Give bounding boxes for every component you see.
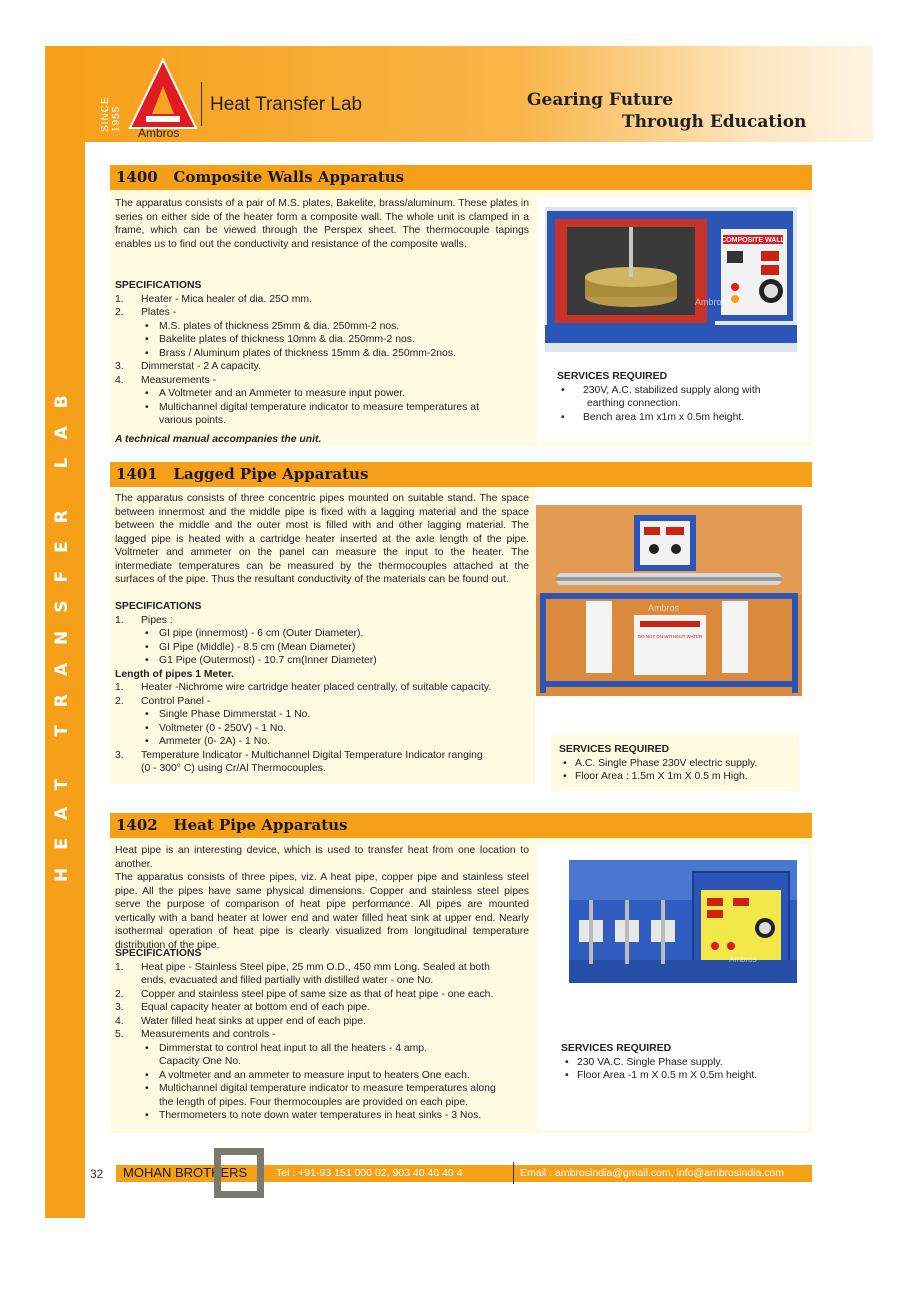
since-label: SINCE 1955 [100,96,122,132]
company-logo-mark-icon [214,1148,264,1198]
spec-bullet: • A voltmeter and an ammeter to measure input to heaters One each. [115,1069,535,1083]
service-bullet: • 230V, A.C. stabilized supply along with [557,384,797,398]
section-1401-description: The apparatus consists of three concentric pipes mounted on suitable stand. The space between innermost and the middle pipe is fixed with a lagging material and the space between the middle and the outer most is filled with and other lagging material. The lagged pipe is heated with a cartridge heater inserted at the axle length of the pipe. Voltmeter and ammeter on the panel can measure the input to the heater. The intermediate temperatures can be measured by the thermocouples attached at the surfaces of the pipe. Thus the resultant conductivity of the materials can be found out. [115,493,529,585]
spec-item: 4. Measurements - [115,374,217,386]
service-bullet: • Floor Area -1 m X 0.5 m X 0.5m height. [561,1069,801,1083]
spec-bullet: • Voltmeter (0 - 250V) - 1 No. [115,722,535,736]
spec-item: 3. Temperature Indicator - Multichannel Digital Temperature Indicator ranging [115,749,483,761]
spec-bullet: • G1 Pipe (Outermost) - 10.7 cm(Inner Diameter) [115,654,535,668]
spec-bullet-cont: Capacity One No. [159,1056,242,1067]
services-title: SERVICES REQUIRED [557,371,668,382]
service-bullet: • 230 VA.C. Single Phase supply. [561,1056,801,1070]
heat-pipe-photo [569,860,797,983]
pipe-length-note: Length of pipes 1 Meter. [115,668,234,680]
section-number: 1402 [116,816,158,834]
spec-item: 2. Copper and stainless steel pipe of same size as that of heat pipe - one each. [115,988,494,1000]
services-title: SERVICES REQUIRED [559,744,670,755]
section-1401-services [559,743,799,784]
spec-bullet: • Bakelite plates of thickness 10mm & dia. 250mm-2 nos. [115,333,535,347]
section-title: Heat Pipe Apparatus [173,816,348,834]
specs-title: SPECIFICATIONS [115,601,202,612]
service-bullet: • Floor Area : 1.5m X 1m X 0.5 m High. [559,770,799,784]
spec-bullet: • Single Phase Dimmerstat - 1 No. [115,708,535,722]
spec-item-cont: (0 - 300° C) using Cr/Al Thermocouples. [141,763,326,774]
composite-wall-photo [545,207,797,352]
spec-bullet-cont: the length of pipes. Four thermocouples are provided on each pipe. [159,1096,469,1108]
footer-divider [513,1162,514,1184]
section-1401-heading [110,462,812,487]
spec-item: 4. Water filled heat sinks at upper end of each pipe. [115,1015,366,1027]
service-bullet: • Bench area 1m x1m x 0.5m height. [557,411,797,425]
spec-bullet: • GI Pipe (Middle) - 8.5 cm (Mean Diameter) [115,641,535,655]
spec-bullet: • A Voltmeter and an Ammeter to measure input power. [115,387,535,401]
spec-bullet: • Multichannel digital temperature indicator to measure temperatures along [115,1082,535,1096]
service-bullet-cont: earthing connection. [587,398,681,409]
section-1400-heading [110,165,812,190]
specs-title: SPECIFICATIONS [115,948,202,959]
spec-item: 3. Equal capacity heater at bottom end of each pipe. [115,1002,370,1013]
section-title: Lagged Pipe Apparatus [173,465,369,483]
services-title: SERVICES REQUIRED [561,1043,672,1054]
vertical-section-title: HEAT TRANSFER LAB [52,377,72,883]
photo-watermark: Ambros [695,297,727,307]
header-divider [201,82,202,126]
spec-bullet: • Ammeter (0- 2A) - 1 No. [115,735,535,749]
spec-bullet: • Multichannel digital temperature indicator to measure temperatures at [115,401,529,415]
spec-bullet: • M.S. plates of thickness 25mm & dia. 250mm-2 nos. [115,320,535,334]
spec-item-cont: ends, evacuated and filled partially with distilled water - one No. [141,975,434,986]
section-1400-description: The apparatus consists of a pair of M.S. plates, Bakelite, brass/aluminum. These plates in series on either side of the heater form a composite wall. The whole unit is clamped in a frame, which can be viewed through the Perspex sheet. The thermocouple tapings enables us to find out the conductivity and resistance of the composite walls. [115,198,529,250]
composite-wall-label: COMPOSITE WALL [721,237,785,244]
section-1402-services [561,1042,801,1083]
section-number: 1401 [116,465,158,483]
footer-company: MOHAN BROTHERS [123,1165,248,1180]
spec-bullet-cont: various points. [159,415,226,426]
section-1402-description [115,844,529,952]
brand-name: Ambros [138,126,180,140]
spec-bullet: • Dimmerstat to control heat input to all the heaters - 4 amp. [115,1042,535,1056]
footer-email: Email : ambrosindia@gmail.com, info@ambrosindia.com [520,1167,785,1179]
spec-bullet: • Brass / Aluminum plates of thickness 15mm & dia. 250mm-2nos. [115,347,535,361]
description-para-1: Heat pipe is an interesting device, which is used to transfer heat from one location to another. [115,845,529,870]
footer-telephone: Tel : +91-93 151 000 02, 903 40 40 40 4 [276,1167,463,1179]
spec-bullet: • Thermometers to note down water temperatures in heat sinks - 3 Nos. [115,1109,535,1123]
slogan-line-2: Through Education [622,112,807,132]
spec-item: 2. Control Panel - [115,695,211,707]
lab-title: Heat Transfer Lab [210,94,363,115]
service-bullet: • A.C. Single Phase 230V electric supply. [559,757,799,771]
description-para-2: The apparatus consists of three pipes, viz. A heat pipe, copper pipe and stainless steel pipe. All the pipes have same physical dimensions. Copper and stainless steel pipes serve the purpose of comparison of heat pipe performance. All pipes are mounted vertically with a band heater at lower end and water filled heat sink at upper end. Nearly isothermal operation of heat pipe is clearly visualized from longitudinal temperature distribution of the pipe. [115,872,529,951]
spec-item: 3. Dimmerstat - 2 A capacity. [115,361,261,372]
water-warning-label: DO NOT ON WITHOUT WATER [637,634,703,639]
spec-item: 1. Heater -Nichrome wire cartridge heater placed centrally, of suitable capacity. [115,682,492,693]
spec-item: 1. Heater - Mica healer of dia. 25O mm. [115,293,312,305]
section-title: Composite Walls Apparatus [173,168,405,186]
lagged-pipe-photo [536,505,802,696]
section-1402-heading [110,813,812,838]
technical-manual-note: A technical manual accompanies the unit. [115,434,322,445]
section-1401-specs [115,600,535,776]
photo-watermark: Ambros [729,955,757,964]
slogan-line-1: Gearing Future [527,90,674,110]
spec-item: 1. Heat pipe - Stainless Steel pipe, 25 mm O.D., 450 mm Long. Sealed at both [115,961,490,973]
section-number: 1400 [116,168,158,186]
spec-item: 1. Pipes : [115,614,173,626]
page-number: 32 [90,1167,104,1181]
section-1400-services [557,370,797,424]
spec-item: 2. Plates - [115,307,177,318]
photo-watermark: Ambros [648,603,680,613]
specs-title: SPECIFICATIONS [115,280,202,291]
section-1400-specs [115,279,535,428]
section-1402-specs [115,947,535,1123]
spec-item: 5. Measurements and controls - [115,1029,276,1040]
spec-bullet: • GI pipe (innermost) - 6 cm (Outer Diameter). [115,627,535,641]
